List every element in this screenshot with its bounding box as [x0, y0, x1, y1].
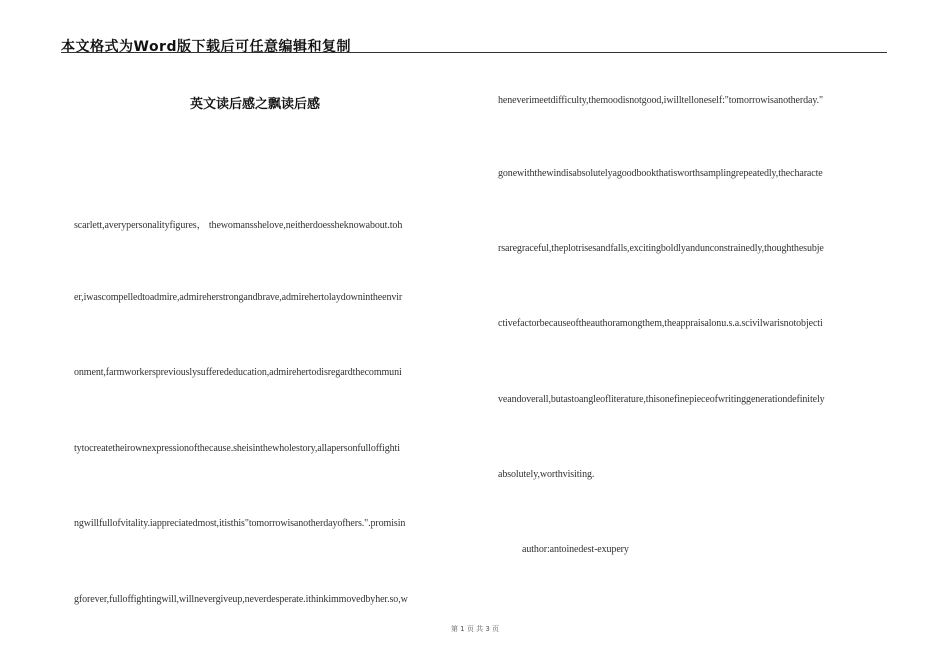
author-line: author:antoinedest-exupery: [522, 544, 629, 555]
right-line-2: gonewiththewindisabsolutelyagoodbookthatisworthsamplingrepeatedly,thecharacte: [498, 168, 823, 179]
left-line-5: ngwillfullofvitality.iappreciatedmost,itisthis"tomorrowisanotherdayofhers.".promisin: [74, 518, 406, 529]
document-title: 英文读后感之飘读后感: [190, 97, 321, 112]
left-line-1: scarlett,averypersonalityfigures， thewomansshelove,neitherdoessheknowabout.toh: [74, 220, 403, 231]
right-line-1: heneverimeetdifficulty,themoodisnotgood,iwilltelloneself:"tomorrowisanotherday.": [498, 95, 823, 106]
right-line-4: ctivefactorbecauseoftheauthoramongthem,theappraisalonu.s.a.scivilwarisnotobjecti: [498, 318, 823, 329]
right-line-5: veandoverall,butastoangleofliterature,thisonefinepieceofwritinggenerationdefinitely: [498, 394, 825, 405]
left-line-2: er,iwascompelledtoadmire,admireherstrongandbrave,admirehertolaydownintheenvir: [74, 292, 403, 303]
right-line-6: absolutely,worthvisiting.: [498, 469, 595, 480]
header-divider: [61, 52, 887, 53]
left-line-6: gforever,fulloffightingwill,willnevergiveup,neverdesperate.ithinkimmovedbyher.so,w: [74, 594, 408, 605]
left-line-4: tytocreatetheirownexpressionofthecause.sheisinthewholestory,allapersonfulloffighti: [74, 443, 400, 454]
page-number: 第 1 页 共 3 页: [450, 625, 500, 633]
right-line-3: rsaregraceful,theplotrisesandfalls,excitingboldlyandunconstrainedly,thoughthesubje: [498, 243, 824, 254]
left-line-3: onment,farmworkerspreviouslysufferededucation,admirehertodisregardthecommuni: [74, 367, 402, 378]
header-text: 本文格式为Word版下载后可任意编辑和复制: [61, 39, 351, 55]
